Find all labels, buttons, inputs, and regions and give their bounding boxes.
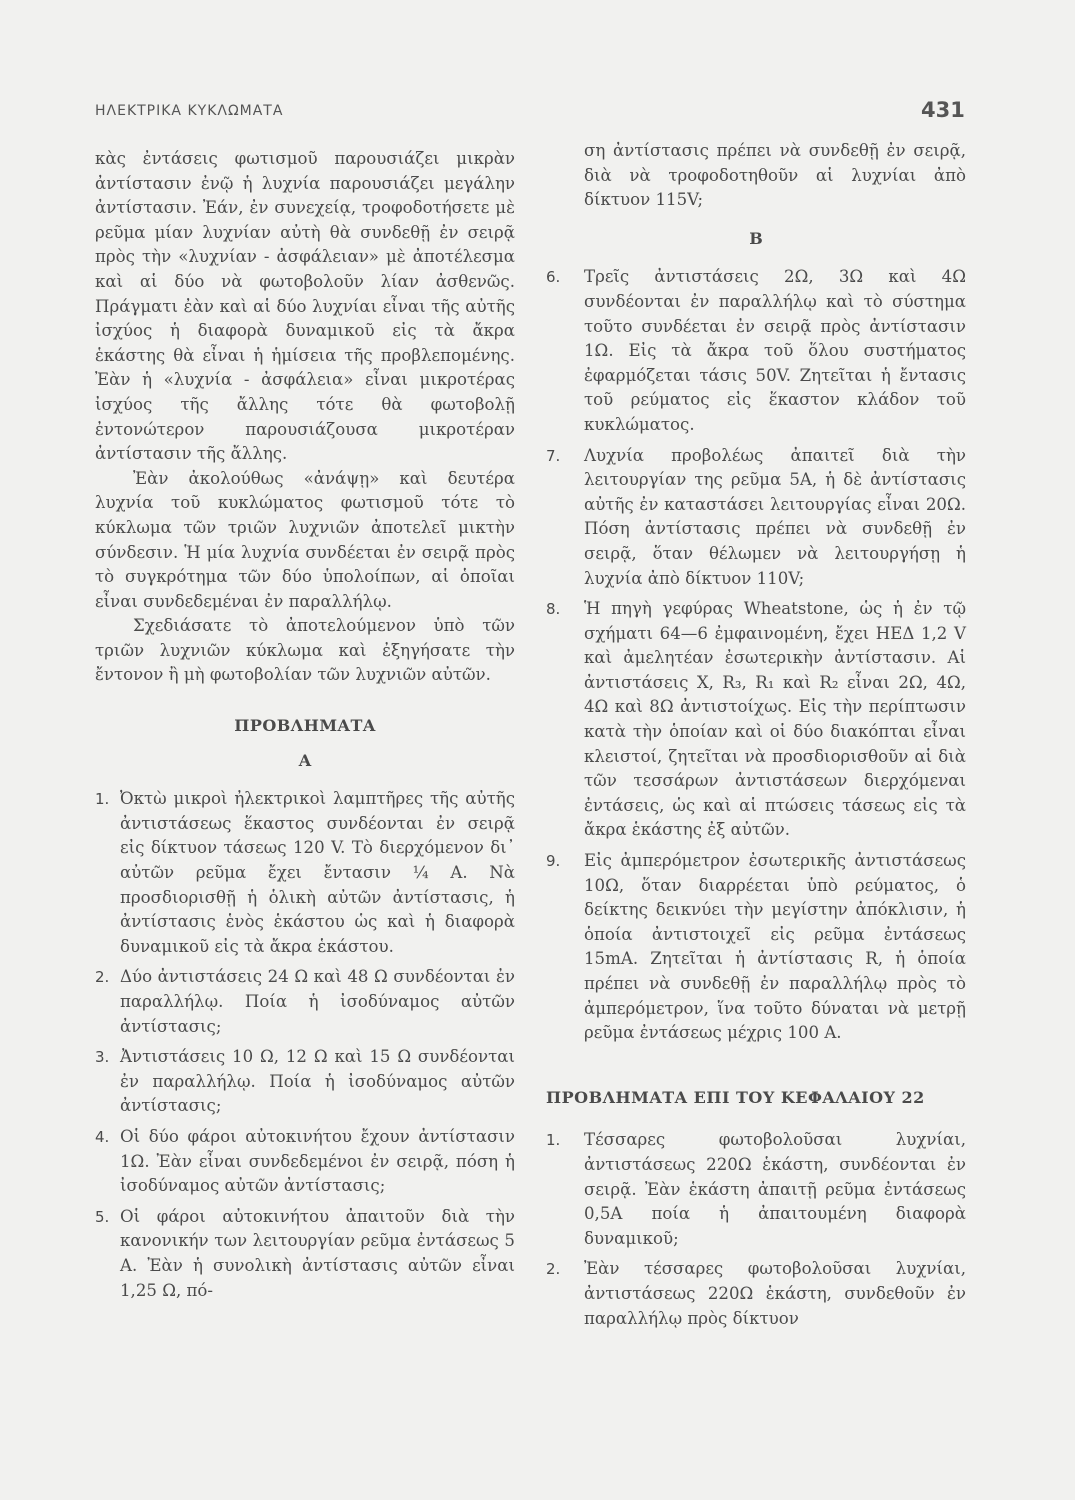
problem-number: 8. (546, 600, 561, 619)
problem-text: Ἡ πηγὴ γεφύρας Wheatstone, ὡς ἡ ἐν τῷ σχήματι 64—6 ἐμφαινομένη, ἔχει ΗΕΔ 1,2 V καὶ ἀμελητέαν ἐσωτερικὴν ἀντίστασιν. Αἱ ἀντιστάσεις Χ, R₃, R₁ καὶ R₂ εἶναι 2Ω, 4Ω, 4Ω καὶ 8Ω ἀντιστοίχως. Εἰς τὴν περίπτωσιν κατὰ τὴν ὁποίαν καὶ οἱ δύο διακόπται εἶναι κλειστοί, ζητεῖται νὰ προσδιορισθοῦν αἱ διὰ τῶν τεσσάρων ἀντιστάσεων διερχόμεναι ἐντάσεις, ὡς καὶ αἱ πτώσεις τάσεως εἰς τὰ ἄκρα ἑκάστης ἐξ αὐτῶν. (584, 599, 966, 840)
body-paragraph: Ἐὰν ἀκολούθως «ἀνάψῃ» καὶ δευτέρα λυχνία τοῦ κυκλώματος φωτισμοῦ τότε τὸ κύκλωμα τῶν τριῶν λυχνιῶν ἀποτελεῖ μικτὴν σύνδεσιν. Ἡ μία λυχνία συνδέεται ἐν σειρᾷ πρὸς τὸ συγκρότημα τῶν δύο ὑπολοίπων, αἱ ὁποῖαι εἶναι συνδεδεμέναι ἐν παραλλήλῳ. (95, 468, 515, 611)
problem-item (95, 1205, 515, 1303)
group-a-label: Α (298, 750, 312, 770)
page-number: 431 (921, 98, 965, 122)
body-paragraph: Σχεδιάσατε τὸ ἀποτελούμενον ὑπὸ τῶν τριῶν λυχνιῶν κύκλωμα καὶ ἐξηγήσατε τὴν ἔντονον ἢ μὴ φωτοβολίαν τῶν λυχνιῶν αὐτῶν. (95, 616, 515, 685)
problem-text: Ἐὰν τέσσαρες φωτοβολοῦσαι λυχνίαι, ἀντιστάσεως 220Ω ἑκάστη, συνδεθοῦν ἐν παραλλήλῳ πρὸς δίκτυον (584, 1259, 966, 1328)
problem-number: 6. (546, 268, 561, 287)
problem-text: Τέσσαρες φωτοβολοῦσαι λυχνίαι, ἀντιστάσεως 220Ω ἑκάστη, συνδέονται ἐν σειρᾷ. Ἐὰν ἑκάστη ἀπαιτῇ ρεῦμα ἐντάσεως 0,5Α ποία ἡ ἀπαιτουμένη διαφορὰ δυναμικοῦ; (584, 1130, 966, 1248)
right-column (546, 139, 966, 1331)
problem-number: 7. (546, 446, 561, 465)
continued-text: ση ἀντίστασις πρέπει νὰ συνδεθῇ ἐν σειρᾷ, διὰ νὰ τροφοδοτηθοῦν αἱ λυχνίαι ἀπὸ δίκτυον 115V; (584, 141, 966, 210)
problem-item (95, 787, 515, 959)
group-b-label: Β (749, 228, 763, 248)
problem-number: 1. (546, 1131, 561, 1150)
problem-text: Ὀκτὼ μικροὶ ἠλεκτρικοὶ λαμπτῆρες τῆς αὐτῆς ἀντιστάσεως ἕκαστος συνδέονται ἐν σειρᾷ εἰς δίκτυον τάσεως 120 V. Τὸ διερχόμενον δι᾿ αὐτῶν ρεῦμα ἔχει ἔντασιν ¼ Α. Νὰ προσδιορισθῇ ἡ ὁλικὴ αὐτῶν ἀντίστασις, ἡ ἀντίστασις ἑνὸς ἑκάστου ὡς καὶ ἡ διαφορὰ δυναμικοῦ εἰς τὰ ἄκρα ἑκάστου. (120, 789, 515, 956)
problem-number: 4. (95, 1127, 110, 1146)
problem-number: 2. (546, 1260, 561, 1279)
problem-number: 5. (95, 1207, 110, 1226)
problem-item (546, 1257, 966, 1331)
problem-text: Οἱ δύο φάροι αὐτοκινήτου ἔχουν ἀντίστασιν 1Ω. Ἐὰν εἶναι συνδεδεμένοι ἐν σειρᾷ, πόση ἡ ἰσοδύναμος αὐτῶν ἀντίστασις; (120, 1126, 515, 1196)
problems-heading: ΠΡΟΒΛΗΜΑΤΑ (234, 716, 376, 736)
problem-item (546, 265, 966, 437)
problem-text: Δύο ἀντιστάσεις 24 Ω καὶ 48 Ω συνδέονται ἐν παραλλήλῳ. Ποία ἡ ἰσοδύναμος αὐτῶν ἀντίστασις; (120, 967, 515, 1036)
problem-text: Τρεῖς ἀντιστάσεις 2Ω, 3Ω καὶ 4Ω συνδέονται ἐν παραλλήλῳ καὶ τὸ σύστημα τοῦτο συνδέεται ἐν σειρᾷ πρὸς ἀντίστασιν 1Ω. Εἰς τὰ ἄκρα τοῦ ὅλου συστήματος ἐφαρμόζεται τάσις 50V. Ζητεῖται ἡ ἔντασις τοῦ ρεύματος εἰς ἕκαστον κλάδον τοῦ κυκλώματος. (584, 267, 966, 434)
problem-item (546, 1128, 966, 1251)
problem-item (95, 965, 515, 1039)
problem-text: Οἱ φάροι αὐτοκινήτου ἀπαιτοῦν διὰ τὴν κανονικήν των λειτουργίαν ρεῦμα ἐντάσεως 5 Α. Ἐὰν ἡ συνολικὴ ἀντίστασις αὐτῶν εἶναι 1,25 Ω, πό- (120, 1206, 515, 1300)
problem-text: Εἰς ἀμπερόμετρον ἐσωτερικῆς ἀντιστάσεως 10Ω, ὅταν διαρρέεται ὑπὸ ρεύματος, ὁ δείκτης δεικνύει τὴν μεγίστην ἀπόκλισιν, ἡ ὁποία ἀντιστοιχεῖ εἰς ρεῦμα ἐντάσεως 15mA. Ζητεῖται ἡ ἀντίστασις R, ἡ ὁποία πρέπει νὰ συνδεθῇ ἐν παραλλήλῳ πρὸς τὸ ἀμπερόμετρον, ἵνα τοῦτο δύναται νὰ μετρῇ ρεῦμα ἐντάσεως μέχρις 100 Α. (584, 851, 966, 1043)
problem-text: Λυχνία προβολέως ἀπαιτεῖ διὰ τὴν λειτουργίαν της ρεῦμα 5Α, ἡ δὲ ἀντίστασις αὐτῆς ἐν καταστάσει λειτουργίας εἶναι 20Ω. Πόση ἀντίστασις πρέπει νὰ συνδεθῇ ἐν σειρᾷ, ὅταν θέλωμεν νὰ λειτουργήσῃ ἡ λυχνία ἀπὸ δίκτυον 110V; (584, 445, 966, 588)
problem-number: 2. (95, 968, 110, 987)
problem-item (95, 1125, 515, 1199)
problem-item (546, 444, 966, 592)
left-column (95, 147, 515, 1303)
problem-number: 9. (546, 852, 561, 871)
problem-text: Ἀντιστάσεις 10 Ω, 12 Ω καὶ 15 Ω συνδέονται ἐν παραλλήλῳ. Ποία ἡ ἰσοδύναμος αὐτῶν ἀντίστασις; (120, 1047, 515, 1116)
problem-item (95, 1045, 515, 1119)
body-paragraph: κὰς ἐντάσεις φωτισμοῦ παρουσιάζει μικρὰν ἀντίστασιν ἐνῷ ἡ λυχνία παρουσιάζει μεγάλην ἀντίστασιν. Ἐάν, ἐν συνεχείᾳ, τροφοδοτήσετε μὲ ρεῦμα μίαν λυχνίαν αὐτὴ θὰ συνδεθῇ ἐν σειρᾷ πρὸς τὴν «λυχνίαν - ἀσφάλειαν» μὲ ἀποτέλεσμα καὶ αἱ δύο νὰ φωτοβολοῦν λίαν ἀσθενῶς. Πράγματι ἐὰν καὶ αἱ δύο λυχνίαι εἶναι τῆς αὐτῆς ἰσχύος ἡ διαφορὰ δυναμικοῦ εἰς τὰ ἄκρα ἑκάστης θὰ εἶναι ἡ ἡμίσεια τῆς προβλεπομένης. Ἐὰν ἡ «λυχνία - ἀσφάλεια» εἶναι μικροτέρας ἰσχύος τῆς ἄλλης τότε θὰ φωτοβολῇ ἐντονώτερον παρουσιάζουσα μικροτέραν ἀντίστασιν τῆς ἄλλης. (95, 149, 515, 464)
problem-item (546, 597, 966, 843)
chapter-problems-heading: ΠΡΟΒΛΗΜΑΤΑ ΕΠΙ ΤΟΥ ΚΕΦΑΛΑΙΟΥ 22 (546, 1087, 925, 1107)
problem-item (546, 849, 966, 1046)
problem-number: 1. (95, 790, 110, 809)
problem-number: 3. (95, 1048, 110, 1067)
running-title: ΗΛΕΚΤΡΙΚΑ ΚΥΚΛΩΜΑΤΑ (95, 103, 284, 119)
